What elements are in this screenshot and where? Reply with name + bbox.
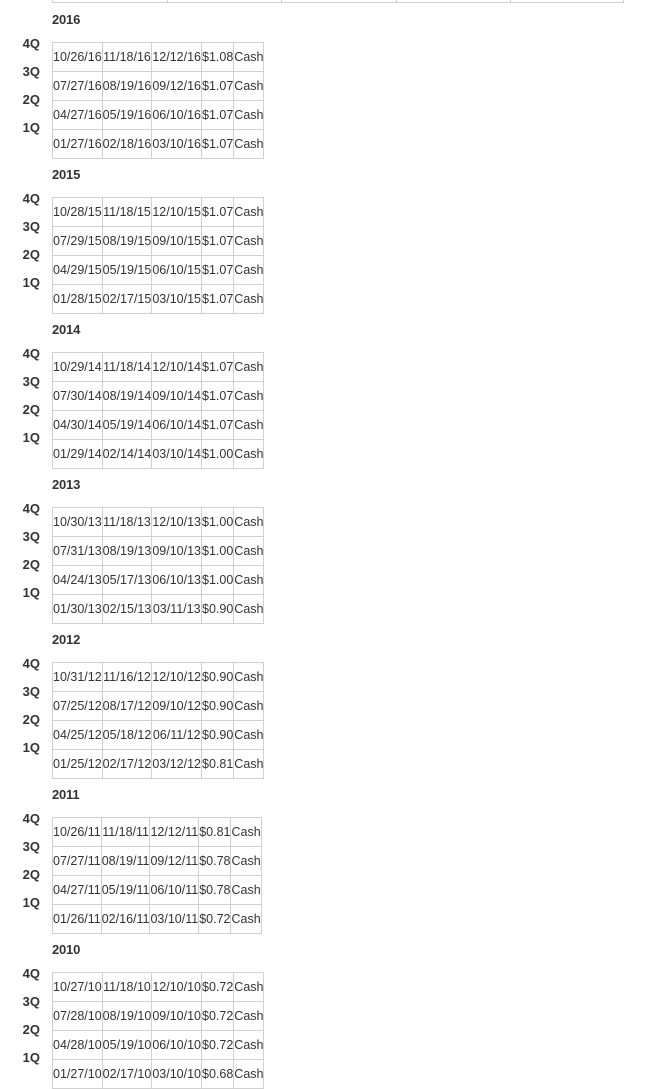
quarter-label: 1Q bbox=[22, 430, 40, 445]
table-row bbox=[53, 130, 264, 159]
dividend-amount-cell: $1.07 bbox=[202, 256, 234, 285]
dividend-amount-cell: $1.07 bbox=[202, 227, 234, 256]
record-date-cell: 11/18/16 bbox=[102, 43, 152, 72]
dividend-amount-cell: $1.07 bbox=[202, 411, 234, 440]
dividend-type-cell: Cash bbox=[234, 440, 264, 469]
quarter-label: 2Q bbox=[22, 867, 40, 882]
record-date-cell: 08/19/16 bbox=[102, 72, 152, 101]
dividend-type-cell: Cash bbox=[234, 692, 264, 721]
dividend-type-cell: Cash bbox=[234, 537, 264, 566]
dividend-type-cell: Cash bbox=[234, 1031, 264, 1060]
dividend-type-cell: Cash bbox=[234, 382, 264, 411]
table-row bbox=[53, 721, 264, 750]
dividend-type-cell: Cash bbox=[234, 353, 264, 382]
dividend-amount-cell: $0.90 bbox=[202, 692, 234, 721]
quarter-label: 4Q bbox=[22, 656, 40, 671]
declaration-date-cell: 07/30/14 bbox=[53, 382, 103, 411]
dividend-amount-cell: $1.08 bbox=[202, 43, 234, 72]
payment-date-cell: 03/11/13 bbox=[152, 595, 202, 624]
dividend-type-cell: Cash bbox=[234, 130, 264, 159]
year-heading: 2014 bbox=[52, 322, 81, 337]
table-row bbox=[53, 1002, 264, 1031]
record-date-cell: 08/19/13 bbox=[102, 537, 152, 566]
table-row bbox=[53, 1031, 264, 1060]
declaration-date-cell: 07/27/11 bbox=[53, 847, 102, 876]
quarter-label: 3Q bbox=[22, 684, 40, 699]
quarter-label: 1Q bbox=[22, 585, 40, 600]
dividend-type-cell: Cash bbox=[234, 43, 264, 72]
table-row bbox=[53, 382, 264, 411]
record-date-cell: 05/19/16 bbox=[102, 101, 152, 130]
dividend-amount-cell: $0.90 bbox=[202, 595, 234, 624]
record-date-cell: 02/17/10 bbox=[102, 1060, 152, 1089]
payment-date-cell: 12/12/16 bbox=[152, 43, 202, 72]
dividend-type-cell: Cash bbox=[234, 1060, 264, 1089]
record-date-cell: 08/17/12 bbox=[102, 692, 152, 721]
quarter-label: 1Q bbox=[22, 1050, 40, 1065]
declaration-date-cell: 01/27/10 bbox=[53, 1060, 103, 1089]
quarter-label: 3Q bbox=[22, 994, 40, 1009]
dividend-type-cell: Cash bbox=[234, 101, 264, 130]
dividend-type-cell: Cash bbox=[234, 973, 264, 1002]
record-date-cell: 02/17/12 bbox=[102, 750, 152, 779]
record-date-cell: 05/19/15 bbox=[102, 256, 152, 285]
declaration-date-cell: 07/25/12 bbox=[53, 692, 103, 721]
payment-date-cell: 03/10/14 bbox=[152, 440, 202, 469]
payment-date-cell: 12/10/13 bbox=[152, 508, 202, 537]
quarter-label: 3Q bbox=[22, 529, 40, 544]
table-row bbox=[53, 847, 262, 876]
dividend-amount-cell: $1.07 bbox=[202, 130, 234, 159]
table-row bbox=[53, 508, 264, 537]
record-date-cell: 08/19/11 bbox=[101, 847, 150, 876]
dividend-amount-cell: $0.72 bbox=[202, 1002, 234, 1031]
quarter-label: 4Q bbox=[22, 501, 40, 516]
table-row bbox=[53, 440, 264, 469]
table-row bbox=[53, 227, 264, 256]
record-date-cell: 05/17/13 bbox=[102, 566, 152, 595]
declaration-date-cell: 10/31/12 bbox=[53, 663, 103, 692]
year-heading: 2012 bbox=[52, 632, 81, 647]
record-date-cell: 02/18/16 bbox=[102, 130, 152, 159]
dividend-type-cell: Cash bbox=[234, 750, 264, 779]
payment-date-cell: 12/10/10 bbox=[152, 973, 202, 1002]
table-row bbox=[53, 905, 262, 934]
payment-date-cell: 09/10/12 bbox=[152, 692, 202, 721]
record-date-cell: 11/18/14 bbox=[102, 353, 152, 382]
dividend-table-2014 bbox=[52, 352, 264, 469]
declaration-date-cell: 04/27/11 bbox=[53, 876, 102, 905]
dividend-type-cell: Cash bbox=[234, 721, 264, 750]
dividend-amount-cell: $1.00 bbox=[202, 537, 234, 566]
declaration-date-cell: 01/26/11 bbox=[53, 905, 102, 934]
declaration-date-cell: 01/27/16 bbox=[53, 130, 103, 159]
payment-date-cell: 09/12/11 bbox=[150, 847, 199, 876]
table-row bbox=[53, 973, 264, 1002]
declaration-date-cell: 04/28/10 bbox=[53, 1031, 103, 1060]
declaration-date-cell: 04/30/14 bbox=[53, 411, 103, 440]
payment-date-cell: 09/10/13 bbox=[152, 537, 202, 566]
quarter-label: 1Q bbox=[22, 120, 40, 135]
declaration-date-cell: 01/29/14 bbox=[53, 440, 103, 469]
year-heading: 2015 bbox=[52, 167, 81, 182]
payment-date-cell: 06/10/14 bbox=[152, 411, 202, 440]
payment-date-cell: 09/10/15 bbox=[152, 227, 202, 256]
dividend-amount-cell: $0.78 bbox=[199, 876, 231, 905]
table-row bbox=[53, 285, 264, 314]
dividend-type-cell: Cash bbox=[231, 847, 261, 876]
record-date-cell: 08/19/10 bbox=[102, 1002, 152, 1031]
declaration-date-cell: 01/25/12 bbox=[53, 750, 103, 779]
payment-date-cell: 06/10/11 bbox=[150, 876, 199, 905]
dividend-amount-cell: $0.90 bbox=[202, 663, 234, 692]
previous-table-bottom-edge bbox=[52, 0, 624, 3]
declaration-date-cell: 07/27/16 bbox=[53, 72, 103, 101]
quarter-label: 1Q bbox=[22, 740, 40, 755]
dividend-type-cell: Cash bbox=[231, 905, 261, 934]
record-date-cell: 08/19/14 bbox=[102, 382, 152, 411]
quarter-label: 2Q bbox=[22, 92, 40, 107]
payment-date-cell: 06/10/13 bbox=[152, 566, 202, 595]
quarter-label: 1Q bbox=[22, 275, 40, 290]
dividend-amount-cell: $0.68 bbox=[202, 1060, 234, 1089]
record-date-cell: 11/16/12 bbox=[102, 663, 152, 692]
record-date-cell: 05/18/12 bbox=[102, 721, 152, 750]
quarter-label: 4Q bbox=[22, 36, 40, 51]
declaration-date-cell: 01/28/15 bbox=[53, 285, 103, 314]
dividend-type-cell: Cash bbox=[234, 663, 264, 692]
table-row bbox=[53, 663, 264, 692]
record-date-cell: 02/17/15 bbox=[102, 285, 152, 314]
payment-date-cell: 03/10/10 bbox=[152, 1060, 202, 1089]
payment-date-cell: 03/12/12 bbox=[152, 750, 202, 779]
dividend-amount-cell: $0.72 bbox=[202, 1031, 234, 1060]
dividend-amount-cell: $1.07 bbox=[202, 285, 234, 314]
quarter-label: 4Q bbox=[22, 346, 40, 361]
table-row bbox=[53, 101, 264, 130]
dividend-table-2013 bbox=[52, 507, 264, 624]
quarter-label: 2Q bbox=[22, 247, 40, 262]
payment-date-cell: 06/10/10 bbox=[152, 1031, 202, 1060]
quarter-label: 2Q bbox=[22, 557, 40, 572]
dividend-table-2016 bbox=[52, 42, 264, 159]
quarter-label: 2Q bbox=[22, 712, 40, 727]
table-row bbox=[53, 411, 264, 440]
dividend-type-cell: Cash bbox=[234, 256, 264, 285]
dividend-type-cell: Cash bbox=[234, 566, 264, 595]
dividend-type-cell: Cash bbox=[234, 227, 264, 256]
dividend-amount-cell: $1.07 bbox=[202, 198, 234, 227]
payment-date-cell: 03/10/11 bbox=[150, 905, 199, 934]
payment-date-cell: 06/11/12 bbox=[152, 721, 202, 750]
declaration-date-cell: 01/30/13 bbox=[53, 595, 103, 624]
table-row bbox=[53, 256, 264, 285]
table-row bbox=[53, 692, 264, 721]
declaration-date-cell: 10/26/11 bbox=[53, 818, 102, 847]
quarter-label: 3Q bbox=[22, 374, 40, 389]
payment-date-cell: 09/10/14 bbox=[152, 382, 202, 411]
dividend-amount-cell: $1.00 bbox=[202, 508, 234, 537]
payment-date-cell: 12/10/14 bbox=[152, 353, 202, 382]
declaration-date-cell: 10/30/13 bbox=[53, 508, 103, 537]
quarter-label: 3Q bbox=[22, 219, 40, 234]
declaration-date-cell: 07/28/10 bbox=[53, 1002, 103, 1031]
declaration-date-cell: 10/28/15 bbox=[53, 198, 103, 227]
dividend-amount-cell: $1.07 bbox=[202, 382, 234, 411]
quarter-label: 4Q bbox=[22, 191, 40, 206]
payment-date-cell: 12/12/11 bbox=[150, 818, 199, 847]
payment-date-cell: 12/10/15 bbox=[152, 198, 202, 227]
dividend-type-cell: Cash bbox=[234, 411, 264, 440]
year-heading: 2011 bbox=[52, 787, 80, 802]
declaration-date-cell: 04/25/12 bbox=[53, 721, 103, 750]
year-heading: 2010 bbox=[52, 942, 81, 957]
payment-date-cell: 09/12/16 bbox=[152, 72, 202, 101]
declaration-date-cell: 07/29/15 bbox=[53, 227, 103, 256]
table-row bbox=[53, 537, 264, 566]
dividend-type-cell: Cash bbox=[231, 818, 261, 847]
quarter-label: 1Q bbox=[22, 895, 40, 910]
table-row bbox=[53, 818, 262, 847]
record-date-cell: 05/19/14 bbox=[102, 411, 152, 440]
declaration-date-cell: 07/31/13 bbox=[53, 537, 103, 566]
table-row bbox=[53, 198, 264, 227]
quarter-label: 2Q bbox=[22, 1022, 40, 1037]
table-row bbox=[53, 566, 264, 595]
dividend-type-cell: Cash bbox=[234, 508, 264, 537]
dividend-table-2010 bbox=[52, 972, 264, 1089]
record-date-cell: 02/15/13 bbox=[102, 595, 152, 624]
dividend-type-cell: Cash bbox=[234, 72, 264, 101]
year-heading: 2016 bbox=[52, 12, 81, 27]
quarter-label: 4Q bbox=[22, 966, 40, 981]
table-row bbox=[53, 1060, 264, 1089]
dividend-amount-cell: $1.00 bbox=[202, 440, 234, 469]
year-heading: 2013 bbox=[52, 477, 81, 492]
payment-date-cell: 12/10/12 bbox=[152, 663, 202, 692]
record-date-cell: 02/14/14 bbox=[102, 440, 152, 469]
payment-date-cell: 06/10/15 bbox=[152, 256, 202, 285]
declaration-date-cell: 10/27/10 bbox=[53, 973, 103, 1002]
dividend-type-cell: Cash bbox=[234, 1002, 264, 1031]
dividend-table-2015 bbox=[52, 197, 264, 314]
dividend-amount-cell: $1.07 bbox=[202, 353, 234, 382]
record-date-cell: 02/16/11 bbox=[101, 905, 150, 934]
payment-date-cell: 06/10/16 bbox=[152, 101, 202, 130]
table-row bbox=[53, 43, 264, 72]
record-date-cell: 11/18/11 bbox=[101, 818, 150, 847]
dividend-amount-cell: $0.78 bbox=[199, 847, 231, 876]
dividend-type-cell: Cash bbox=[234, 285, 264, 314]
payment-date-cell: 03/10/15 bbox=[152, 285, 202, 314]
dividend-amount-cell: $1.00 bbox=[202, 566, 234, 595]
dividend-amount-cell: $0.81 bbox=[202, 750, 234, 779]
record-date-cell: 11/18/15 bbox=[102, 198, 152, 227]
quarter-label: 2Q bbox=[22, 402, 40, 417]
table-row bbox=[53, 353, 264, 382]
dividend-type-cell: Cash bbox=[231, 876, 261, 905]
declaration-date-cell: 10/29/14 bbox=[53, 353, 103, 382]
declaration-date-cell: 04/27/16 bbox=[53, 101, 103, 130]
dividend-type-cell: Cash bbox=[234, 198, 264, 227]
dividend-amount-cell: $0.72 bbox=[199, 905, 231, 934]
dividend-amount-cell: $1.07 bbox=[202, 72, 234, 101]
dividend-type-cell: Cash bbox=[234, 595, 264, 624]
dividend-amount-cell: $0.81 bbox=[199, 818, 231, 847]
table-row bbox=[53, 750, 264, 779]
payment-date-cell: 03/10/16 bbox=[152, 130, 202, 159]
dividend-amount-cell: $1.07 bbox=[202, 101, 234, 130]
record-date-cell: 11/18/10 bbox=[102, 973, 152, 1002]
record-date-cell: 05/19/10 bbox=[102, 1031, 152, 1060]
declaration-date-cell: 10/26/16 bbox=[53, 43, 103, 72]
declaration-date-cell: 04/24/13 bbox=[53, 566, 103, 595]
record-date-cell: 11/18/13 bbox=[102, 508, 152, 537]
table-row bbox=[53, 72, 264, 101]
record-date-cell: 08/19/15 bbox=[102, 227, 152, 256]
record-date-cell: 05/19/11 bbox=[101, 876, 150, 905]
table-row bbox=[53, 876, 262, 905]
quarter-label: 3Q bbox=[22, 839, 40, 854]
dividend-amount-cell: $0.72 bbox=[202, 973, 234, 1002]
table-row bbox=[53, 595, 264, 624]
dividend-table-2011 bbox=[52, 817, 262, 934]
dividend-table-2012 bbox=[52, 662, 264, 779]
declaration-date-cell: 04/29/15 bbox=[53, 256, 103, 285]
quarter-label: 4Q bbox=[22, 811, 40, 826]
quarter-label: 3Q bbox=[22, 64, 40, 79]
dividend-amount-cell: $0.90 bbox=[202, 721, 234, 750]
payment-date-cell: 09/10/10 bbox=[152, 1002, 202, 1031]
